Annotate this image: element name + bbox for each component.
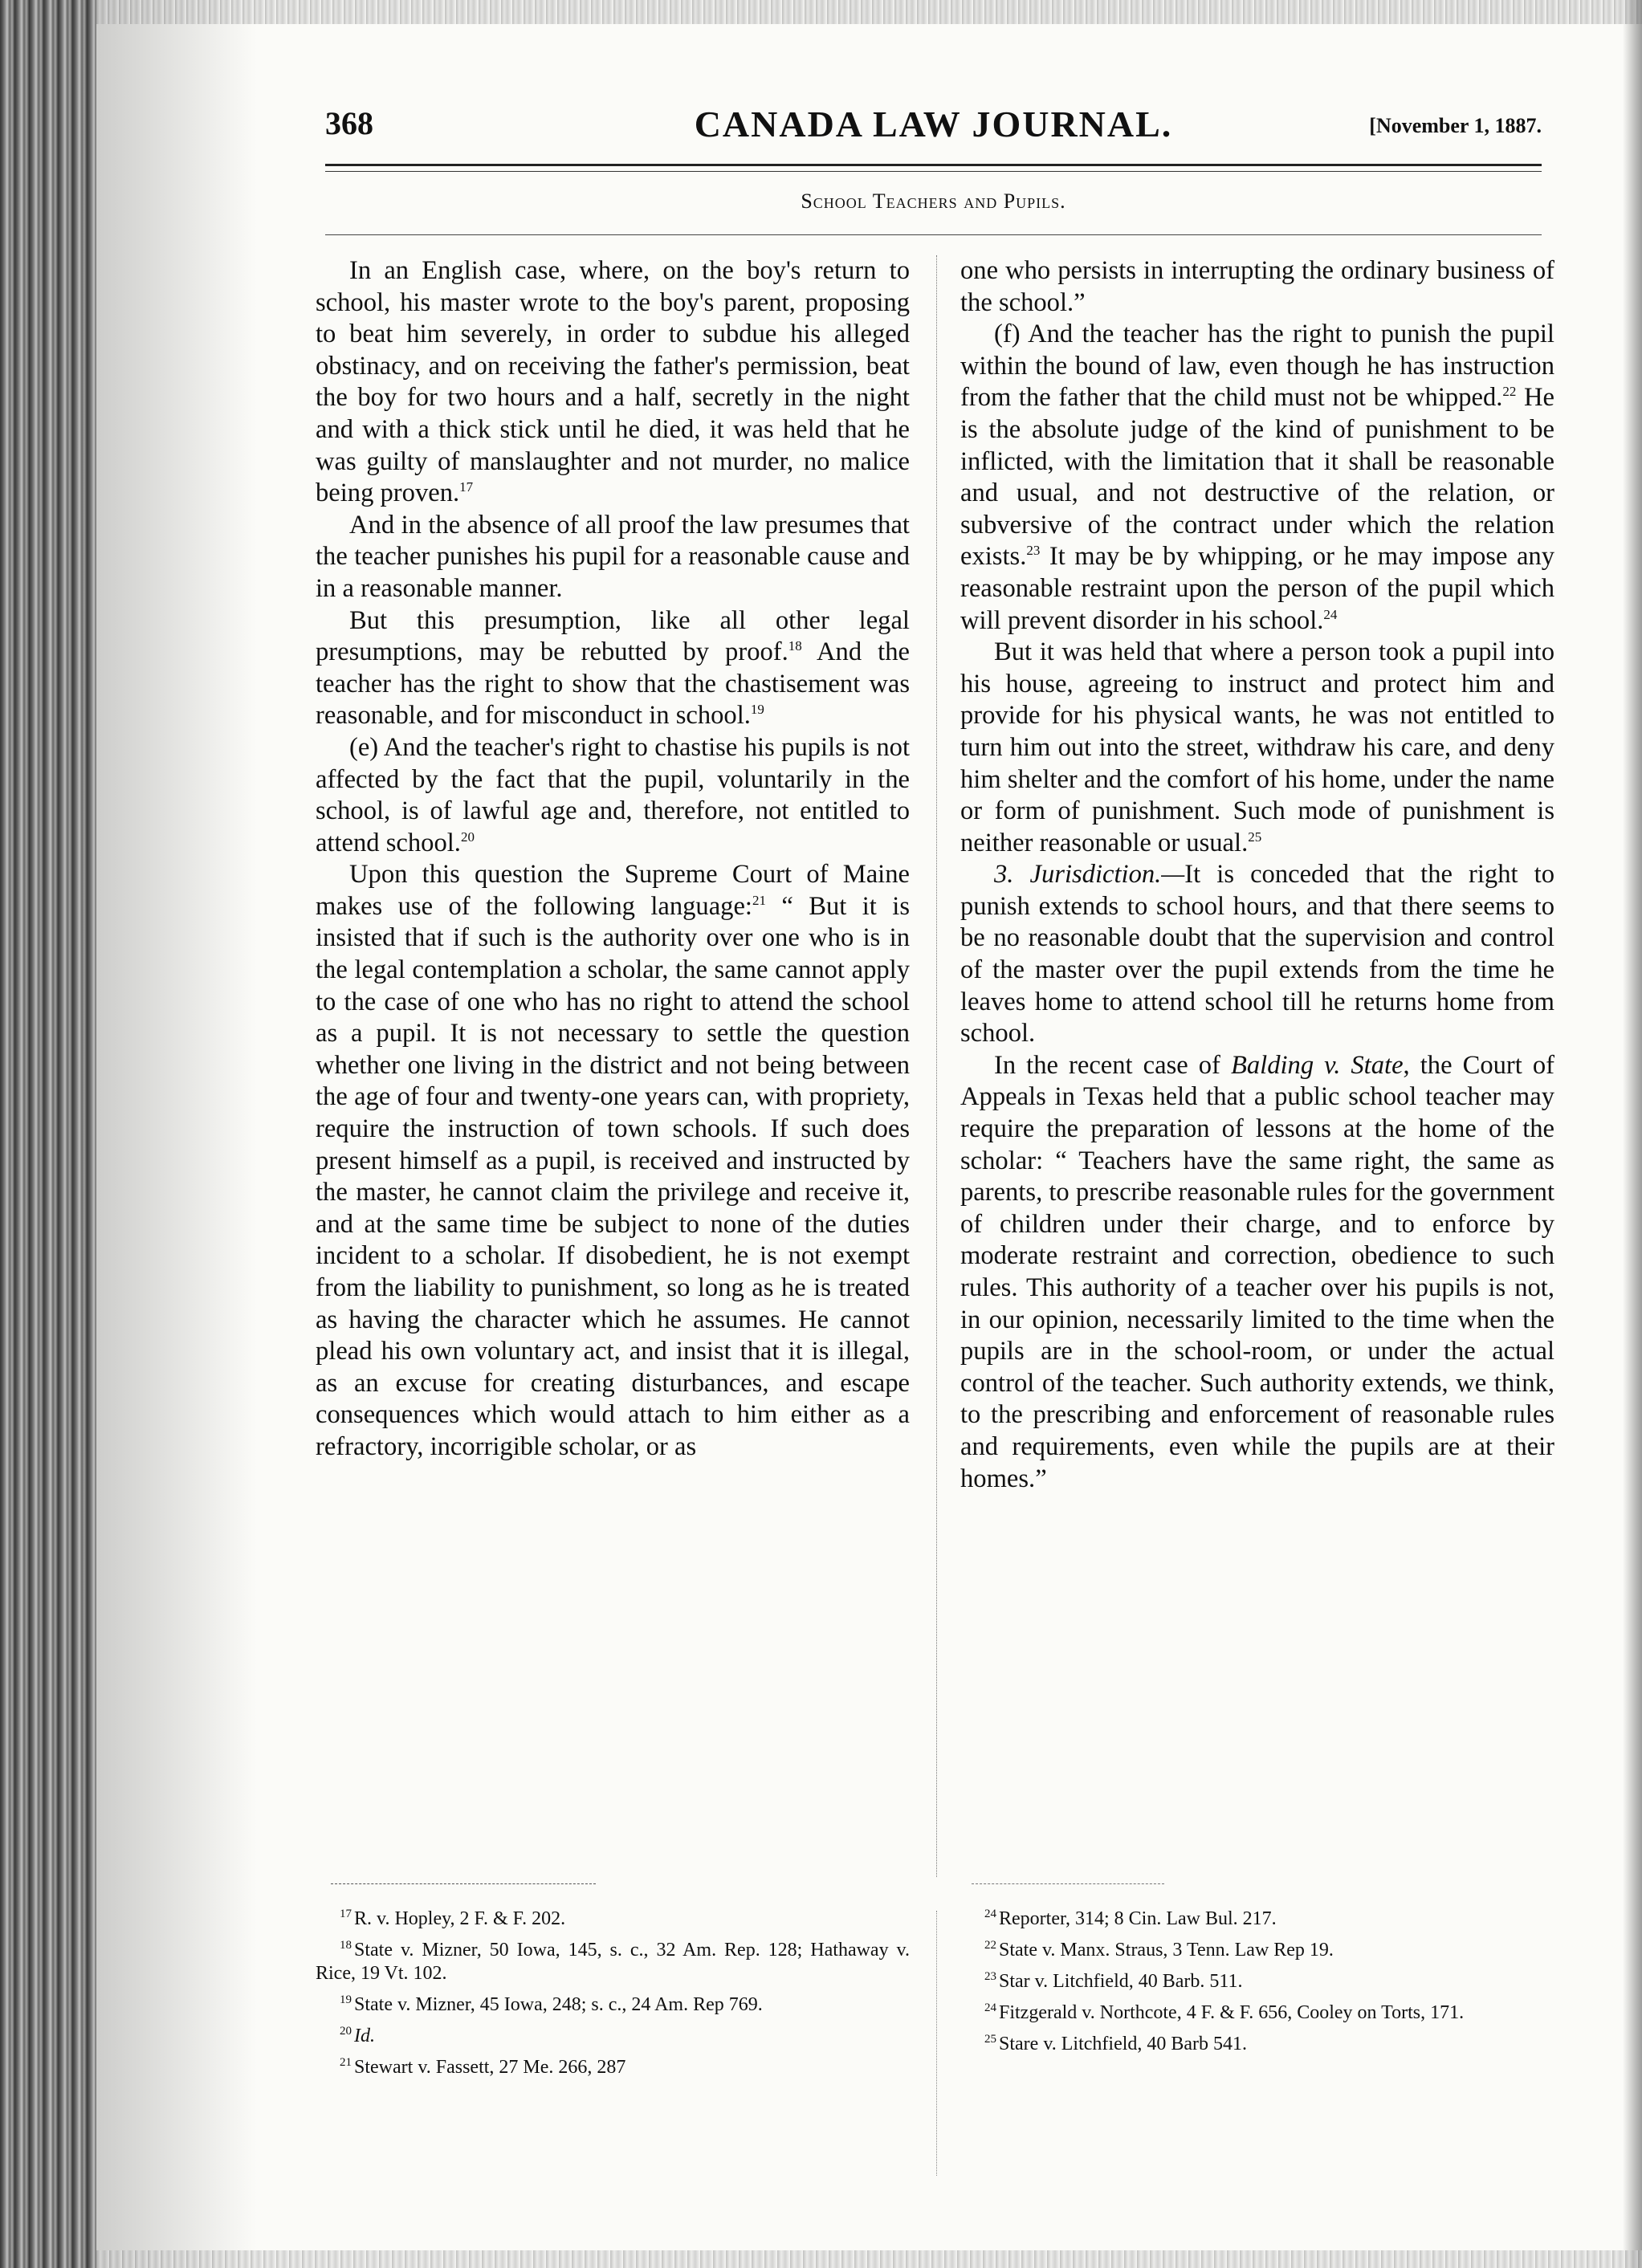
footnote: $^{17}$ R. v. Hopley, 2 F. & F. 202.: [340, 1908, 566, 1929]
book-spine-shadow: [0, 0, 96, 2268]
paragraph: In an English case, where, on the boy's return to school, his master wrote to the boy's parent, proposing to beat him severely, in order to subdue his alleged obstinacy, and on receiving the father's permission, beat the boy for two hours and a half, secretly in the night and with a thick stick until he died, it was held that he was guilty of manslaughter and not murder, no malice being proven.$^{17}$: [316, 256, 910, 508]
footnote-rule: [972, 1883, 1164, 1884]
paragraph: (e) And the teacher's right to chastise his pupils is not affected by the fact that the pupil, voluntarily in the school, is of lawful age and, therefore, not entitled to attend school.$^{20}$: [316, 732, 910, 857]
page-number: 368: [325, 105, 373, 141]
paragraph: And in the absence of all proof the law presumes that the teacher punishes his pupil for a reasonable cause and in a reasonable manner.: [316, 510, 910, 603]
paragraph: But it was held that where a person took a pupil into his house, agreeing to instruct and protect him and provide for his physical wants, he was not entitled to turn him out into the street, withdraw his care, and deny him shelter and the comfort of his home, under the name or form of punishment. Such mode of punishment is neither reasonable or usual.$^{25}$: [960, 637, 1554, 857]
section-rule: [325, 234, 1542, 235]
footnote-divider: [936, 1911, 937, 2176]
bottom-page-edge: [96, 2250, 1642, 2268]
header-rule-thick: [325, 164, 1542, 166]
paragraph: Upon this question the Supreme Court of Maine makes use of the following language:$^{21}$ “ But it is insisted that if such is the authority over one who is in the legal contemplation a scholar, the same cannot apply to the case of one who has no right to attend the school as a pupil. It is not necessary to settle the question whether one living in the district and not being between the age of four and twenty-one years can, with propriety, require the instruction of town schools. If such does present himself as a pupil, is received and instructed by the master, he cannot claim the privilege and receive it, and at the same time be subject to none of the duties incident to a scholar. If disobedient, he is not exempt from the liability to punishment, so long as he is treated as having the character which he assumes. He cannot plead his own voluntary act, and insist that it is illegal, as an excuse for creating disturbances, and escape consequences which would attach to him either as a refractory, incorrigible scholar, or as: [316, 860, 911, 1461]
right-footnotes: [960, 1903, 1554, 2059]
paragraph: In the recent case of Balding v. State, the Court of Appeals in Texas held that a public school teacher may require the preparation of lessons at the home of the scholar: “ Teachers have the same right, the same as parents, to prescribe reasonable rules for the government of children under their charge, and to enforce by moderate restraint and correction, obedience to such rules. This authority of a teacher over his pupils is not, in our opinion, necessarily limited to the time when the pupils are in the school-room, or under the actual control of the teacher. Such authority extends, we think, to the prescribing and enforcement of reasonable rules and requirements, even while the pupils are at their homes.”: [960, 1050, 1554, 1493]
right-text-column: [960, 255, 1554, 1877]
footnote: $^{22}$ State v. Manx. Straus, 3 Tenn. Law Rep 19.: [984, 1939, 1334, 1961]
left-footnotes: [316, 1903, 910, 2083]
left-text-column: [316, 255, 910, 1877]
footnote: $^{20}$ Id.: [340, 2025, 375, 2046]
top-page-edge: [96, 0, 1642, 24]
case-name: Balding v. State: [1230, 1050, 1404, 1080]
running-header: [325, 103, 1542, 151]
spine-fade: [96, 0, 257, 2268]
paragraph: But this presumption, like all other legal presumptions, may be rebutted by proof.$^{18}$ And the teacher has the right to show that the chastisement was reasonable, and for misconduct in school.$^{19}$: [316, 605, 910, 731]
section-title: School Teachers and Pupils.: [801, 189, 1066, 213]
footnote: $^{24}$ Reporter, 314; 8 Cin. Law Bul. 217.: [984, 1908, 1277, 1929]
footnote: $^{19}$ State v. Mizner, 45 Iowa, 248; s. c., 24 Am. Rep 769.: [340, 1993, 763, 2015]
footnote: $^{23}$ Star v. Litchfield, 40 Barb. 511.: [984, 1970, 1243, 1992]
footnote: $^{18}$ State v. Mizner, 50 Iowa, 145, s. c., 32 Am. Rep. 128; Hathaway v. Rice, 19 Vt. 102.: [316, 1939, 910, 1984]
issue-date: [November 1, 1887.: [1369, 114, 1542, 137]
right-page-edge: [1623, 0, 1642, 2268]
paragraph: 3. Jurisdiction.—It is conceded that the right to punish extends to school hours, and that there seems to be no reasonable doubt that the supervision and control of the master over the pupil extends from the time he leaves home to attend school till he returns home from school.: [960, 860, 1554, 1048]
paragraph: (f) And the teacher has the right to punish the pupil within the bound of law, even though he has instruction from the father that the child must not be whipped.$^{22}$ He is the absolute judge of the kind of punishment to be inflicted, with the limitation that it shall be reasonable and usual, and not destructive of the relation, or subversive of the contract under which the relation exists.$^{23}$ It may be by whipping, or he may impose any reasonable restraint upon the person of the pupil which will prevent disorder in his school.$^{24}$: [960, 320, 1554, 635]
section-heading-jurisdiction: 3. Jurisdiction.—: [994, 860, 1185, 890]
paragraph: one who persists in interrupting the ordinary business of the school.”: [960, 256, 1554, 317]
footnote: $^{21}$ Stewart v. Fassett, 27 Me. 266, 287: [340, 2056, 626, 2078]
column-divider: [936, 255, 937, 1877]
journal-title: CANADA LAW JOURNAL.: [694, 104, 1173, 145]
footnote: $^{25}$ Stare v. Litchfield, 40 Barb 541.: [984, 2033, 1248, 2054]
footnote-rule: [331, 1883, 596, 1884]
footnote: $^{24}$ Fitzgerald v. Northcote, 4 F. & F. 656, Cooley on Torts, 171.: [984, 2001, 1465, 2023]
header-rule-thin: [325, 171, 1542, 172]
